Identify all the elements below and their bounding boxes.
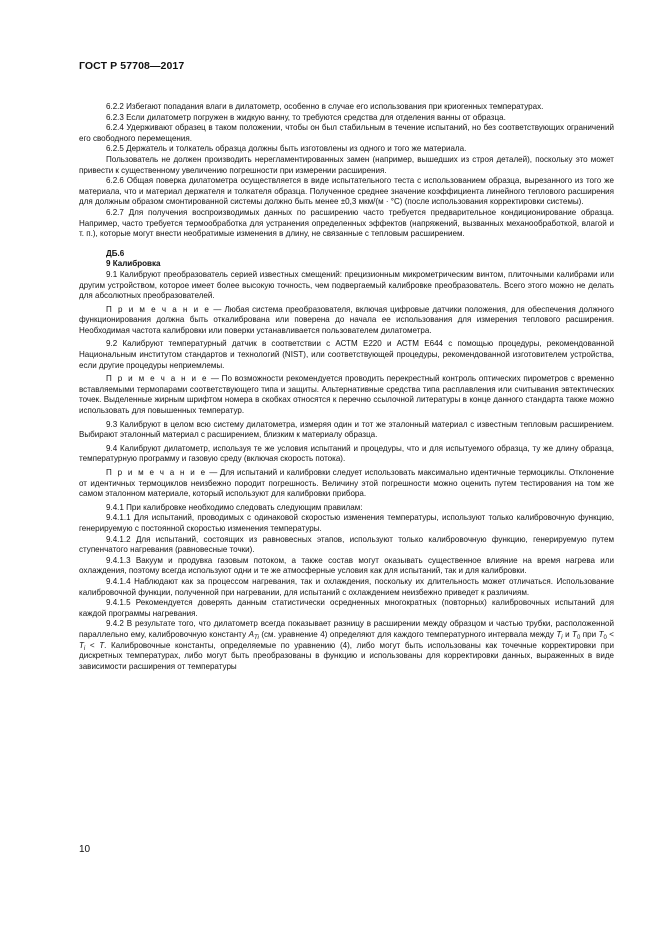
symbol-T: T [556, 629, 562, 639]
paragraph-9-4-1: 9.4.1 При калибровке необходимо следовать следующим правилам: [106, 502, 363, 512]
page-number: 10 [79, 844, 91, 855]
paragraph-9-2: 9.2 Калибруют температурный датчик в соответствии с АСТМ Е220 и АСТМ Е644 с помощью процедуры, рекомендованной Национальным институтом стандартов и технологий (NIST), или соответствующей процедуры, рекомендованной изготовителем устройства, если другие процедуры неприемлемы. [79, 339, 614, 370]
less-than-sign: < [606, 629, 614, 639]
note-1 [79, 305, 614, 337]
section-db6-heading: ДБ.6 [106, 248, 125, 258]
paragraph-9-1: 9.1 Калибруют преобразователь серией известных смещений: прецизионным микрометрическим винтом, плиточными калибрами или другим устройством, которое имеет более высокую точность, чем подвергаемый калибровке преобразователь. Всего этого можно не делать для абсолютных преобразователей. [79, 269, 614, 301]
note-3 [79, 468, 614, 500]
paragraph-9-4: 9.4 Калибруют дилатометр, используя те же условия испытаний и процедуры, что и для испытуемого образца, ту же длину образца, температурную программу и газовую среду (включая скорость потока). [79, 443, 614, 464]
note-2-text: — По возможности рекомендуется проводить перекрестный контроль оптических пирометров с временно вставляемыми термопарами соответствующего типа и защиты. Альтернативные средства типа расплавления или считывания эвтектических точек. Выделенные жирным шрифтом номера в скобках относятся к перечню ссылочной литературы в конце данного стандарта также можно использовать для повышенных температур. [79, 374, 614, 416]
paragraph-9-3: 9.3 Калибруют в целом всю систему дилатометра, измеряя один и тот же эталонный материал с известным тепловым расширением. Выбирают эталонный материал с расширением, близким к материалу образца. [79, 419, 614, 440]
note-label: П р и м е ч а н и е [106, 374, 209, 384]
paragraph-9-4-2-part-e: . Калибровочные константы, определяемые по уравнению (4), либо могут быть использованы как точечные корректировки при дискретных температурах, либо могут быть преобразованы в функцию и использованы для корректировки данных, выраженных в виде зависимости расширения от температуры [79, 640, 615, 671]
symbol-T: T [572, 629, 577, 639]
paragraph-9-4-1-1: 9.4.1.1 Для испытаний, проводимых с одинаковой скоростью изменения температуры, используют только калибровочную функцию, генерируемую с постоянной скоростью изменения температуры. [79, 513, 614, 533]
paragraph-9-4-2-part-d: при [580, 629, 599, 639]
symbol-T: T [598, 629, 604, 639]
paragraph-9-4-2-part-a: 9.4.2 В результате того, что дилатометр всегда показывает разницу в расширении между образцом и частью трубки, расположенной параллельно ему, калибровочную константу [79, 619, 614, 639]
paragraph-9-4-2-part-b: (см. уравнение 4) определяют для каждого температурного интервала между [258, 629, 557, 639]
symbol-T: T [99, 640, 105, 650]
paragraph-6-2-7: 6.2.7 Для получения воспроизводимых данных по расширению часто требуется предварительное кондиционирование образца. Например, часто требуется термообработка для устранения определенных эффектов (напряжений, вызванных механообработкой, влагой и т. п.), которые могут внести необратимые изменения в длину, не связанные с тепловым расширением. [79, 207, 614, 239]
paragraph-6-2-6: 6.2.6 Общая поверка дилатометра осуществляется в виде испытательного теста с использованием образца, вырезанного из того же материала, что и материал держателя и толкателя образца. Полученное среднее значение коэффициента линейного теплового расширения для должным образом смонтированной системы должно быть менее ±0,3 мкм/(м · °С) (после использования корректировки системы). [79, 176, 614, 207]
paragraph-6-2-2: 6.2.2 Избегают попадания влаги в дилатометр, особенно в случае его использования при криогенных температурах. [106, 102, 544, 111]
paragraph-9-4-1-4: 9.4.1.4 Наблюдают как за процессом нагревания, так и охлаждения, поскольку их длительность может отличаться. Использование калибровочной функции, полученной при нагревании, для испытаний с охлаждением неизбежно приведет к различиям. [79, 576, 614, 597]
subscript-0: 0 [576, 634, 581, 641]
paragraph-9-4-2-part-c: и [562, 629, 573, 639]
paragraph-9-4-1-3: 9.4.1.3 Вакуум и продувка газовым потоком, а также состав могут оказывать существенное влияние на время нагрева или охлаждения, поэтому всегда используют одни и те же атмосферные условия как для испытаний, так и для калибровки. [79, 555, 614, 576]
subscript-i: i [561, 634, 563, 641]
paragraph-6-2-4: 6.2.4 Удерживают образец в таком положении, чтобы он был стабильным в течение испытаний, но без соответствующих ограничений его свободного перемещения. [79, 123, 614, 143]
symbol-A: A [248, 629, 254, 639]
symbol-T: T [79, 640, 84, 650]
subscript-i: i [83, 645, 86, 652]
document-body [79, 102, 614, 672]
subscript-0: 0 [603, 634, 607, 641]
paragraph-9-4-1-5: 9.4.1.5 Рекомендуется доверять данным статистически осредненных многократных (повторных) калибровочных испытаний для каждой программы нагревания. [79, 598, 614, 618]
paragraph-6-2-3: 6.2.3 Если дилатометр погружен в жидкую ванну, то требуются средства для отделения ванны от образца. [106, 112, 506, 122]
note-2 [79, 374, 614, 416]
section-9-heading: 9 Калибровка [106, 259, 161, 269]
paragraph-6-2-5: 6.2.5 Держатель и толкатель образца должны быть изготовлены из одного и того же материала. [106, 144, 467, 154]
note-label: П р и м е ч а н и е [106, 304, 211, 314]
paragraph-6-2-5-user: Пользователь не должен производить нерегламентированных замен (например, вышедших из строя деталей), поскольку это может привести к существенному увеличению погрешности при измерении расширения. [79, 154, 614, 175]
subscript-Ti: Ti [253, 634, 259, 641]
note-1-text: — Любая система преобразователя, включая цифровые датчики положения, для обеспечения должного функционирования должна быть откалибрована или поверена до начала ее использования для измерения теплового расширения. Необходимая частота калибровки или поверки устанавливается пользователем дилатометра. [79, 304, 614, 335]
document-header: ГОСТ Р 57708—2017 [79, 60, 185, 72]
paragraph-9-4-2 [79, 619, 614, 672]
note-3-text: — Для испытаний и калибровки следует использовать максимально идентичные термоциклы. Отклонение от идентичных термоциклов неизбежно породит погрешность. Величину этой погрешности можно оценить путем тестирования на том же самом эталонном материале, который используют для калибровки прибора. [79, 468, 614, 499]
less-than-sign: < [85, 640, 100, 650]
note-label: П р и м е ч а н и е [106, 468, 207, 477]
paragraph-9-4-1-2: 9.4.1.2 Для испытаний, состоящих из равновесных этапов, используют только калибровочную функцию, генерируемую путем ступенчатого нагревания (равновесные точки). [79, 534, 614, 555]
